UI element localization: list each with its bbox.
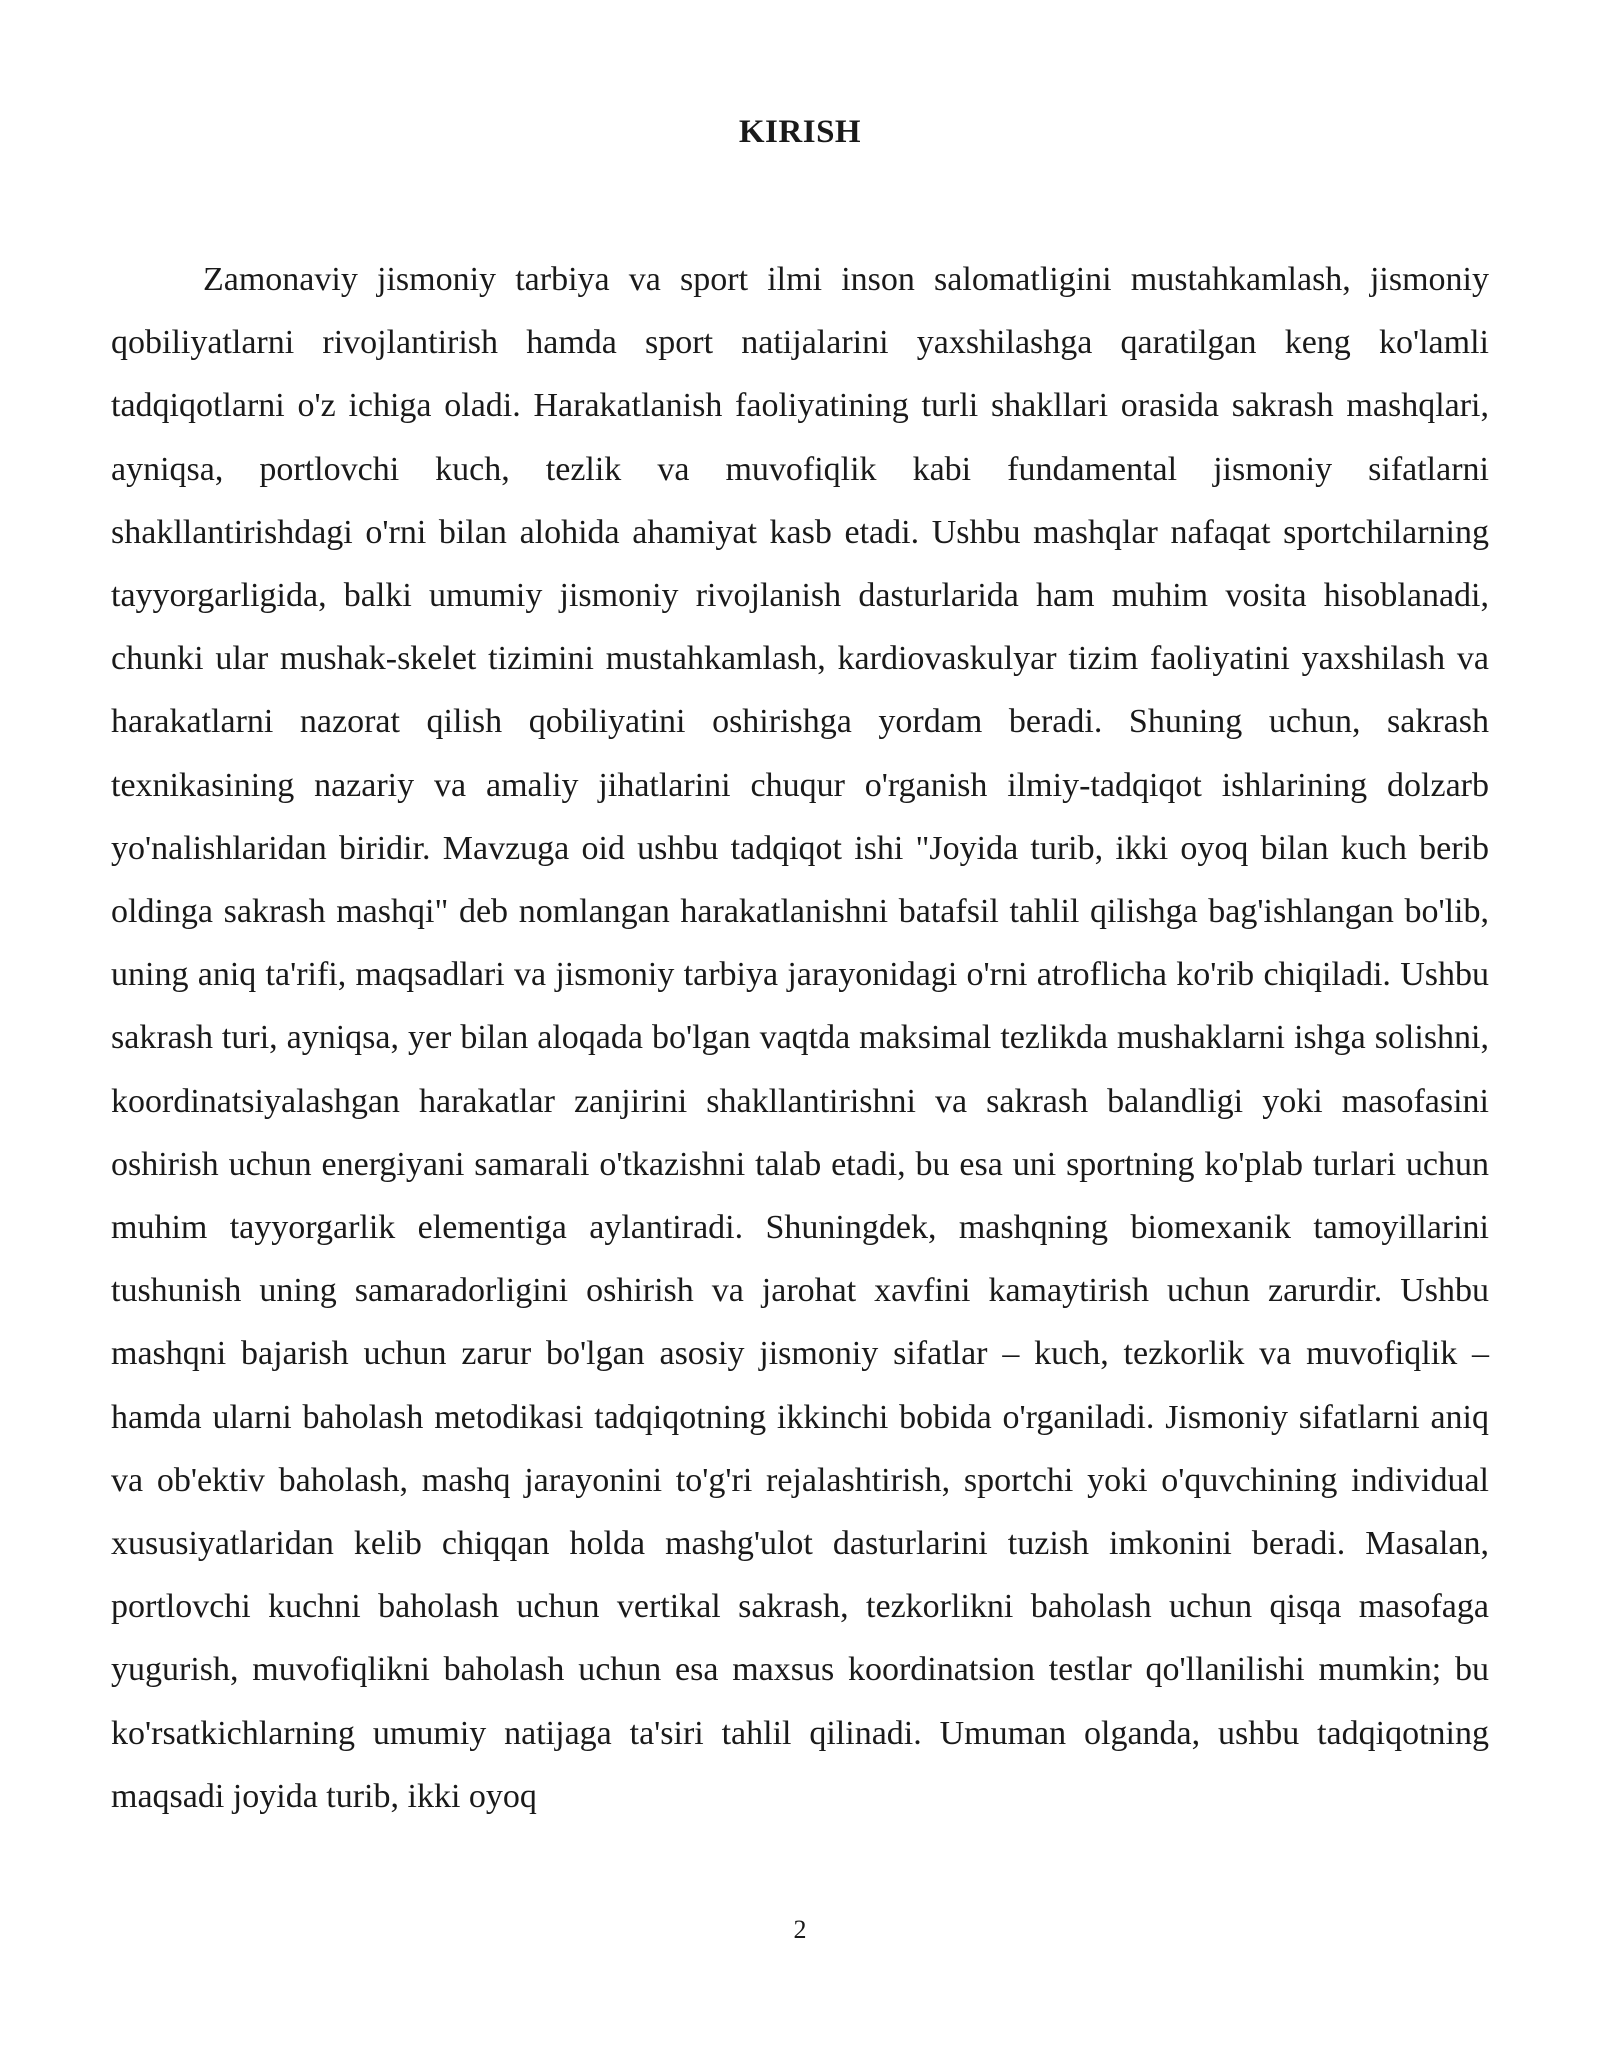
page-title: KIRISH [738, 114, 862, 150]
page-number: 2 [793, 1915, 807, 1944]
body-paragraph: Zamonaviy jismoniy tarbiya va sport ilmi inson salomatligini mustahkamlash, jismoniy qobiliyatlarni rivojlantirish hamda sport natijalarini yaxshilashga qaratilgan keng ko'lamli tadqiqotlarni o'z ichiga oladi. Harakatlanish faoliyatining turli shakllari orasida sakrash mashqlari, ayniqsa, portlovchi kuch, tezlik va muvofiqlik kabi fundamental jismoniy sifatlarni shakllantirishdagi o'rni bilan alohida ahamiyat kasb etadi. Ushbu mashqlar nafaqat sportchilarning tayyorgarligida, balki umumiy jismoniy rivojlanish dasturlarida ham muhim vosita hisoblanadi, chunki ular mushak-skelet tizimini mustahkamlash, kardiovaskulyar tizim faoliyatini yaxshilash va harakatlarni nazorat qilish qobiliyatini oshirishga yordam beradi. Shuning uchun, sakrash texnikasining nazariy va amaliy jihatlarini chuqur o'rganish ilmiy-tadqiqot ishlarining dolzarb yo'nalishlaridan biridir. Mavzuga oid ushbu tadqiqot ishi "Joyida turib, ikki oyoq bilan kuch berib oldinga sakrash mashqi" deb nomlangan harakatlanishni batafsil tahlil qilishga bag'ishlangan bo'lib, uning aniq ta'rifi, maqsadlari va jismoniy tarbiya jarayonidagi o'rni atroflicha ko'rib chiqiladi. Ushbu sakrash turi, ayniqsa, yer bilan aloqada bo'lgan vaqtda maksimal tezlikda mushaklarni ishga solishni, koordinatsiyalashgan harakatlar zanjirini shakllantirishni va sakrash balandligi yoki masofasini oshirish uchun energiyani samarali o'tkazishni talab etadi, bu esa uni sportning ko'plab turlari uchun muhim tayyorgarlik elementiga aylantiradi. Shuningdek, mashqning biomexanik tamoyillarini tushunish uning samaradorligini oshirish va jarohat xavfini kamaytirish uchun zarurdir. Ushbu mashqni bajarish uchun zarur bo'lgan asosiy jismoniy sifatlar – kuch, tezkorlik va muvofiqlik – hamda ularni baholash metodikasi tadqiqotning ikkinchi bobida o'rganiladi. Jismoniy sifatlarni aniq va ob'ektiv baholash, mashq jarayonini to'g'ri rejalashtirish, sportchi yoki o'quvchining individual xususiyatlaridan kelib chiqqan holda mashg'ulot dasturlarini tuzish imkonini beradi. Masalan, portlovchi kuchni baholash uchun vertikal sakrash, tezkorlikni baholash uchun qisqa masofaga yugurish, muvofiqlikni baholash uchun esa maxsus koordinatsion testlar qo'llanilishi mumkin; bu ko'rsatkichlarning umumiy natijaga ta'siri tahlil qilinadi. Umuman olganda, ushbu tadqiqotning maqsadi joyida turib, ikki oyoq [111, 261, 1489, 1815]
